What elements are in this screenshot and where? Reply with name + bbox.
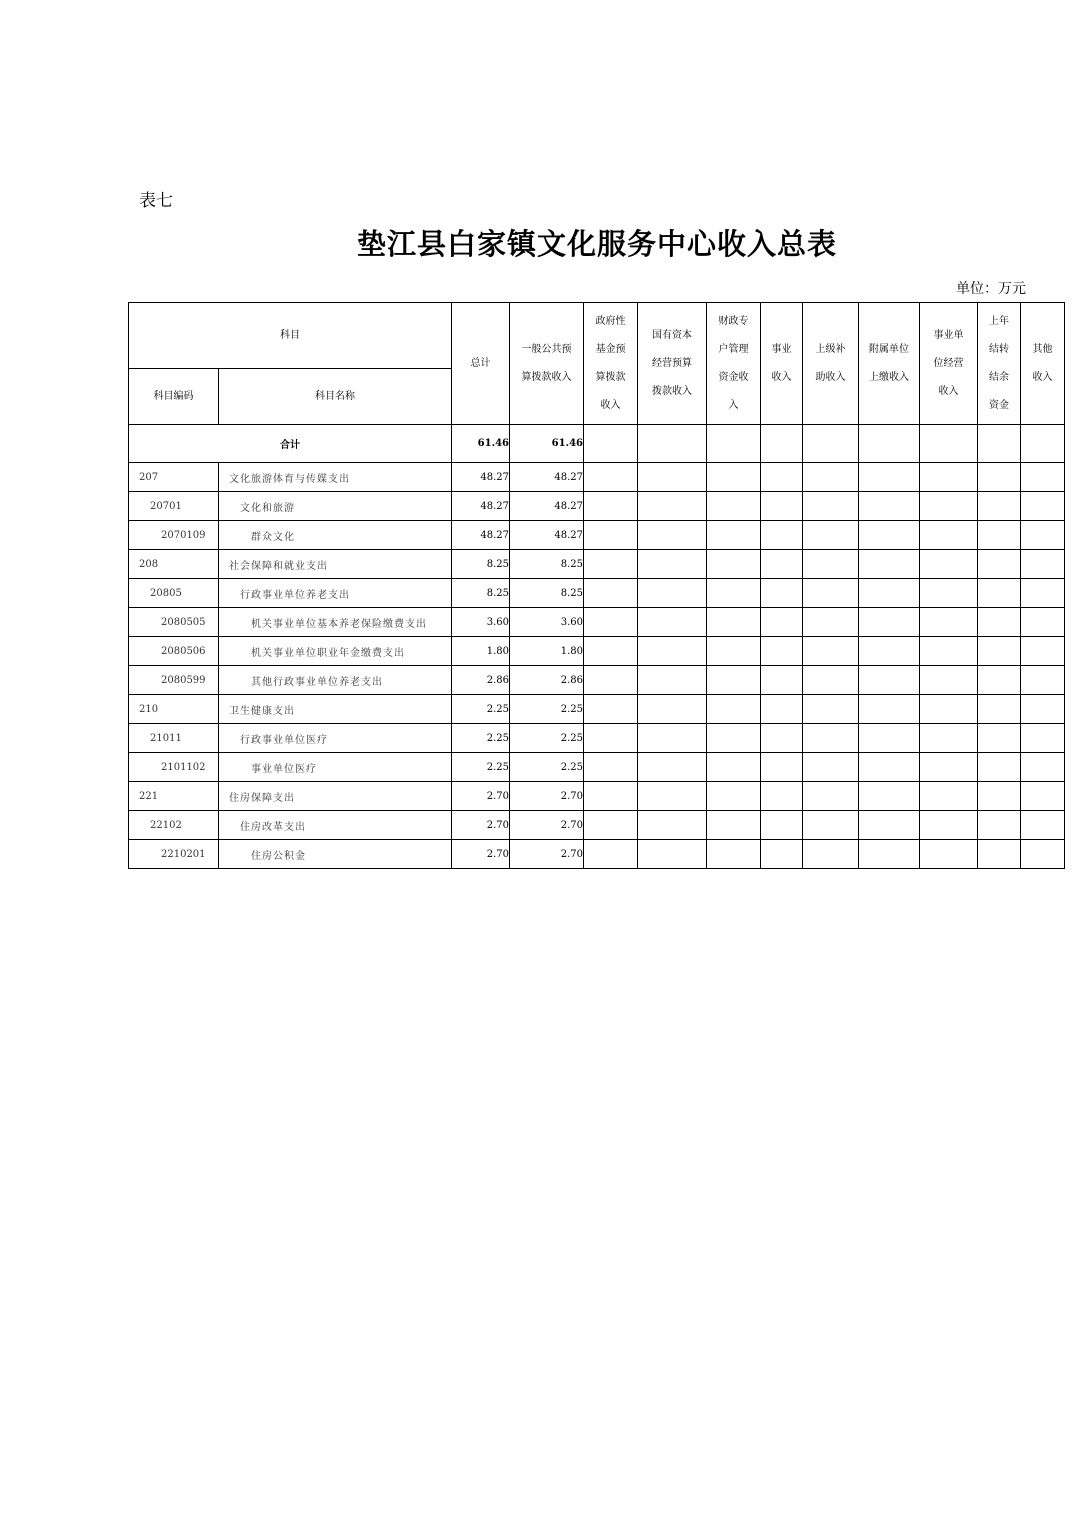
empty-cell (803, 463, 859, 492)
empty-cell (859, 425, 920, 463)
empty-cell (584, 550, 638, 579)
subject-code: 22102 (129, 811, 219, 840)
empty-cell (803, 840, 859, 869)
empty-cell (803, 608, 859, 637)
row-general-budget: 8.25 (510, 550, 584, 579)
empty-cell (920, 666, 978, 695)
empty-cell (761, 425, 803, 463)
row-total: 1.80 (452, 637, 510, 666)
table-row (129, 840, 1065, 869)
empty-cell (1021, 521, 1065, 550)
empty-cell (707, 637, 761, 666)
row-total: 2.70 (452, 782, 510, 811)
empty-cell (920, 753, 978, 782)
empty-cell (859, 492, 920, 521)
empty-cell (1021, 666, 1065, 695)
empty-cell (761, 724, 803, 753)
empty-cell (707, 463, 761, 492)
empty-cell (803, 782, 859, 811)
row-total: 48.27 (452, 463, 510, 492)
table-row (129, 811, 1065, 840)
empty-cell (761, 666, 803, 695)
subject-code: 20805 (129, 579, 219, 608)
table-row (129, 521, 1065, 550)
table-row (129, 637, 1065, 666)
empty-cell (584, 608, 638, 637)
total-general-budget: 61.46 (510, 425, 584, 463)
empty-cell (978, 782, 1021, 811)
header-affiliated-payment: 附属单位上缴收入 (859, 303, 920, 425)
empty-cell (707, 608, 761, 637)
empty-cell (859, 753, 920, 782)
subject-name: 文化和旅游 (219, 492, 452, 521)
subject-name: 行政事业单位医疗 (219, 724, 452, 753)
empty-cell (920, 608, 978, 637)
empty-cell (859, 666, 920, 695)
header-fiscal-special: 财政专户管理资金收入 (707, 303, 761, 425)
empty-cell (803, 666, 859, 695)
subject-code: 210 (129, 695, 219, 724)
table-row (129, 753, 1065, 782)
header-other-income: 其他收入 (1021, 303, 1065, 425)
empty-cell (707, 840, 761, 869)
empty-cell (859, 811, 920, 840)
header-superior-subsidy: 上级补助收入 (803, 303, 859, 425)
row-total: 2.25 (452, 724, 510, 753)
table-row (129, 724, 1065, 753)
row-total: 2.25 (452, 753, 510, 782)
empty-cell (707, 782, 761, 811)
row-total: 8.25 (452, 550, 510, 579)
empty-cell (978, 550, 1021, 579)
subject-name: 机关事业单位基本养老保险缴费支出 (219, 608, 452, 637)
empty-cell (761, 782, 803, 811)
empty-cell (920, 425, 978, 463)
empty-cell (1021, 782, 1065, 811)
empty-cell (920, 840, 978, 869)
empty-cell (584, 753, 638, 782)
empty-cell (761, 695, 803, 724)
empty-cell (978, 579, 1021, 608)
empty-cell (638, 840, 707, 869)
empty-cell (584, 782, 638, 811)
row-general-budget: 48.27 (510, 492, 584, 521)
empty-cell (638, 637, 707, 666)
empty-cell (584, 637, 638, 666)
empty-cell (584, 695, 638, 724)
header-total: 总计 (452, 303, 510, 425)
empty-cell (1021, 840, 1065, 869)
subject-code: 2070109 (129, 521, 219, 550)
empty-cell (707, 724, 761, 753)
row-general-budget: 2.25 (510, 753, 584, 782)
empty-cell (803, 550, 859, 579)
empty-cell (920, 550, 978, 579)
empty-cell (761, 608, 803, 637)
empty-cell (638, 666, 707, 695)
empty-cell (638, 811, 707, 840)
empty-cell (584, 492, 638, 521)
header-row-1 (129, 303, 1065, 369)
empty-cell (761, 840, 803, 869)
empty-cell (859, 608, 920, 637)
empty-cell (707, 695, 761, 724)
row-general-budget: 2.70 (510, 811, 584, 840)
empty-cell (638, 550, 707, 579)
empty-cell (803, 521, 859, 550)
header-name: 科目名称 (219, 369, 452, 425)
subject-name: 住房公积金 (219, 840, 452, 869)
empty-cell (638, 724, 707, 753)
empty-cell (761, 637, 803, 666)
table-row (129, 695, 1065, 724)
table-label: 表七 (139, 191, 173, 211)
subject-code: 2080505 (129, 608, 219, 637)
subject-code: 2080506 (129, 637, 219, 666)
subject-code: 207 (129, 463, 219, 492)
row-total: 8.25 (452, 579, 510, 608)
empty-cell (761, 550, 803, 579)
subject-name: 文化旅游体育与传媒支出 (219, 463, 452, 492)
row-general-budget: 48.27 (510, 521, 584, 550)
empty-cell (859, 579, 920, 608)
header-gov-fund: 政府性基金预算拨款收入 (584, 303, 638, 425)
empty-cell (707, 492, 761, 521)
row-general-budget: 8.25 (510, 579, 584, 608)
empty-cell (978, 840, 1021, 869)
empty-cell (761, 463, 803, 492)
empty-cell (638, 492, 707, 521)
empty-cell (1021, 608, 1065, 637)
header-state-capital: 国有资本经营预算拨款收入 (638, 303, 707, 425)
empty-cell (978, 492, 1021, 521)
empty-cell (803, 637, 859, 666)
row-general-budget: 2.70 (510, 840, 584, 869)
empty-cell (859, 550, 920, 579)
empty-cell (638, 425, 707, 463)
empty-cell (859, 782, 920, 811)
row-general-budget: 1.80 (510, 637, 584, 666)
empty-cell (803, 425, 859, 463)
empty-cell (584, 840, 638, 869)
row-total: 2.25 (452, 695, 510, 724)
empty-cell (707, 666, 761, 695)
empty-cell (638, 753, 707, 782)
empty-cell (859, 695, 920, 724)
subject-code: 208 (129, 550, 219, 579)
empty-cell (920, 521, 978, 550)
empty-cell (584, 811, 638, 840)
empty-cell (707, 521, 761, 550)
table-row (129, 579, 1065, 608)
empty-cell (584, 579, 638, 608)
empty-cell (707, 579, 761, 608)
income-summary-table (128, 302, 1065, 869)
total-amount: 61.46 (452, 425, 510, 463)
empty-cell (1021, 492, 1065, 521)
header-subject: 科目 (129, 303, 452, 369)
empty-cell (978, 608, 1021, 637)
empty-cell (761, 811, 803, 840)
row-total: 48.27 (452, 492, 510, 521)
empty-cell (859, 521, 920, 550)
empty-cell (761, 492, 803, 521)
empty-cell (803, 724, 859, 753)
row-total: 2.70 (452, 840, 510, 869)
empty-cell (707, 425, 761, 463)
empty-cell (978, 425, 1021, 463)
subject-name: 住房改革支出 (219, 811, 452, 840)
empty-cell (707, 550, 761, 579)
empty-cell (920, 695, 978, 724)
empty-cell (803, 753, 859, 782)
subject-name: 社会保障和就业支出 (219, 550, 452, 579)
header-code: 科目编码 (129, 369, 219, 425)
empty-cell (859, 840, 920, 869)
empty-cell (1021, 637, 1065, 666)
empty-cell (584, 463, 638, 492)
empty-cell (1021, 811, 1065, 840)
row-general-budget: 2.70 (510, 782, 584, 811)
empty-cell (1021, 550, 1065, 579)
empty-cell (638, 579, 707, 608)
table-row (129, 463, 1065, 492)
header-business-operation: 事业单位经营收入 (920, 303, 978, 425)
row-general-budget: 3.60 (510, 608, 584, 637)
table-row (129, 666, 1065, 695)
row-total: 2.86 (452, 666, 510, 695)
row-general-budget: 2.25 (510, 695, 584, 724)
table-row (129, 782, 1065, 811)
empty-cell (1021, 695, 1065, 724)
subject-name: 事业单位医疗 (219, 753, 452, 782)
empty-cell (859, 637, 920, 666)
empty-cell (859, 463, 920, 492)
empty-cell (707, 811, 761, 840)
row-total: 3.60 (452, 608, 510, 637)
subject-name: 卫生健康支出 (219, 695, 452, 724)
page-title: 垫江县白家镇文化服务中心收入总表 (356, 227, 837, 261)
empty-cell (584, 521, 638, 550)
total-row (129, 425, 1065, 463)
row-total: 48.27 (452, 521, 510, 550)
empty-cell (978, 695, 1021, 724)
empty-cell (803, 492, 859, 521)
empty-cell (761, 521, 803, 550)
empty-cell (859, 724, 920, 753)
empty-cell (803, 811, 859, 840)
subject-code: 2101102 (129, 753, 219, 782)
empty-cell (638, 782, 707, 811)
empty-cell (920, 463, 978, 492)
empty-cell (584, 425, 638, 463)
empty-cell (1021, 579, 1065, 608)
subject-name: 行政事业单位养老支出 (219, 579, 452, 608)
header-general-budget: 一般公共预算拨款收入 (510, 303, 584, 425)
header-business-income: 事业收入 (761, 303, 803, 425)
unit-note: 单位：万元 (956, 281, 1026, 297)
empty-cell (978, 666, 1021, 695)
total-label: 合计 (129, 425, 452, 463)
empty-cell (1021, 463, 1065, 492)
table-row (129, 492, 1065, 521)
empty-cell (920, 579, 978, 608)
empty-cell (978, 463, 1021, 492)
empty-cell (978, 753, 1021, 782)
empty-cell (920, 637, 978, 666)
subject-name: 机关事业单位职业年金缴费支出 (219, 637, 452, 666)
empty-cell (1021, 724, 1065, 753)
row-total: 2.70 (452, 811, 510, 840)
empty-cell (920, 492, 978, 521)
empty-cell (1021, 425, 1065, 463)
row-general-budget: 48.27 (510, 463, 584, 492)
empty-cell (920, 782, 978, 811)
table-row (129, 608, 1065, 637)
empty-cell (638, 608, 707, 637)
empty-cell (803, 579, 859, 608)
empty-cell (584, 724, 638, 753)
subject-code: 2080599 (129, 666, 219, 695)
row-general-budget: 2.86 (510, 666, 584, 695)
empty-cell (803, 695, 859, 724)
empty-cell (920, 724, 978, 753)
empty-cell (978, 637, 1021, 666)
empty-cell (761, 753, 803, 782)
empty-cell (638, 463, 707, 492)
empty-cell (638, 521, 707, 550)
empty-cell (920, 811, 978, 840)
subject-code: 2210201 (129, 840, 219, 869)
subject-code: 20701 (129, 492, 219, 521)
subject-code: 221 (129, 782, 219, 811)
empty-cell (1021, 753, 1065, 782)
empty-cell (638, 695, 707, 724)
table-row (129, 550, 1065, 579)
subject-name: 住房保障支出 (219, 782, 452, 811)
subject-name: 群众文化 (219, 521, 452, 550)
header-carryover: 上年结转结余资金 (978, 303, 1021, 425)
subject-code: 21011 (129, 724, 219, 753)
empty-cell (978, 521, 1021, 550)
empty-cell (978, 724, 1021, 753)
subject-name: 其他行政事业单位养老支出 (219, 666, 452, 695)
empty-cell (978, 811, 1021, 840)
empty-cell (584, 666, 638, 695)
row-general-budget: 2.25 (510, 724, 584, 753)
empty-cell (761, 579, 803, 608)
empty-cell (707, 753, 761, 782)
